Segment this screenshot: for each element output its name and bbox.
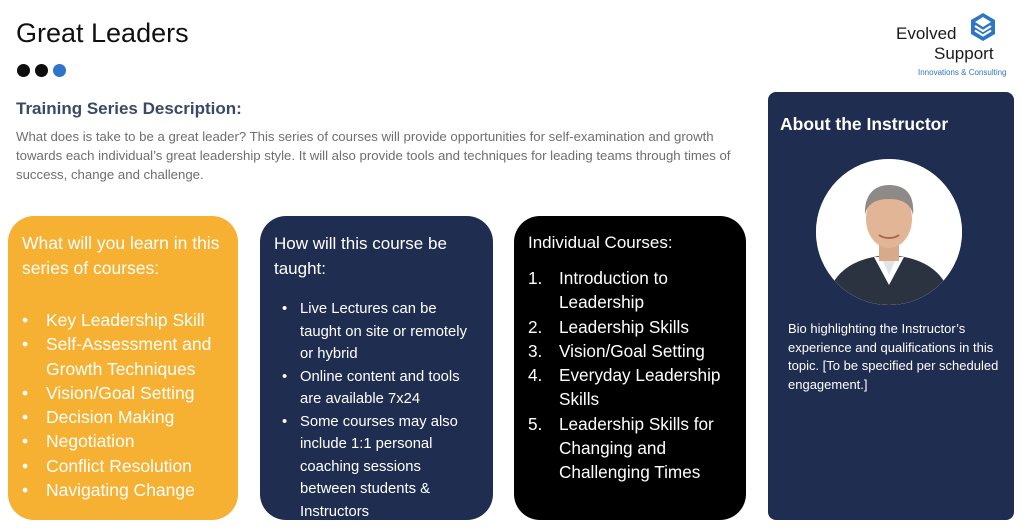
learn-card bbox=[8, 216, 238, 520]
course-number: 3. bbox=[528, 340, 543, 361]
course-number: 2. bbox=[528, 316, 543, 337]
course-label: Introduction to Leadership bbox=[559, 268, 668, 313]
logo-line1: Evolved bbox=[896, 24, 957, 43]
courses-card bbox=[514, 216, 746, 520]
learn-list bbox=[22, 308, 224, 502]
course-item bbox=[528, 363, 732, 412]
dot-3 bbox=[53, 64, 66, 77]
learn-card-heading: What will you learn in this series of courses: bbox=[22, 233, 220, 278]
learn-item: • Negotiation bbox=[22, 429, 224, 453]
courses-card-heading: Individual Courses: bbox=[528, 233, 673, 252]
layered-hexagon-icon bbox=[970, 12, 996, 42]
learn-item: • Vision/Goal Setting bbox=[22, 381, 224, 405]
course-item bbox=[528, 339, 732, 363]
instructor-heading: About the Instructor bbox=[780, 114, 949, 134]
dot-1 bbox=[17, 64, 30, 77]
instructor-panel bbox=[768, 92, 1014, 520]
page-title: Great Leaders bbox=[16, 18, 189, 48]
course-label: Leadership Skills bbox=[559, 316, 689, 337]
course-label: Vision/Goal Setting bbox=[559, 340, 705, 361]
learn-item: • Decision Making bbox=[22, 405, 224, 429]
course-number: 5. bbox=[528, 413, 543, 434]
course-number: 1. bbox=[528, 268, 543, 288]
learn-item: • Navigating Change bbox=[22, 478, 224, 502]
taught-item: • Some courses may also include 1:1 personal coaching sessions between students & Instructors bbox=[274, 411, 479, 524]
taught-card-heading: How will this course be taught: bbox=[274, 234, 447, 278]
learn-item: • Conflict Resolution bbox=[22, 454, 224, 478]
instructor-portrait-image bbox=[816, 159, 962, 305]
course-item bbox=[528, 315, 732, 339]
dot-2 bbox=[35, 64, 48, 77]
taught-item: • Live Lectures can be taught on site or remotely or hybrid bbox=[274, 298, 479, 366]
instructor-photo bbox=[816, 159, 962, 305]
course-label: Leadership Skills for Changing and Challenging Times bbox=[559, 413, 714, 483]
description-text: What does is take to be a great leader? This series of courses will provide opportunities for self-examination and growth towards each individual’s great leadership style. It will also provide tools and techniques for leading teams through times of success, change and challenge. bbox=[16, 129, 731, 182]
description-heading: Training Series Description: bbox=[16, 99, 242, 118]
course-label: Everyday Leadership Skills bbox=[559, 365, 721, 410]
course-item bbox=[528, 266, 732, 315]
company-logo bbox=[896, 10, 1016, 82]
learn-item: • Key Leadership Skill bbox=[22, 308, 224, 332]
learn-item: • Self-Assessment and Growth Techniques bbox=[22, 332, 224, 381]
course-number: 4. bbox=[528, 365, 543, 386]
logo-line2: Support bbox=[934, 44, 994, 63]
taught-item: • Online content and tools are available 7x24 bbox=[274, 366, 479, 411]
instructor-bio: Bio highlighting the Instructor’s experience and qualifications in this topic. [To be specified per scheduled engagement.] bbox=[788, 321, 999, 392]
taught-card bbox=[260, 216, 493, 520]
progress-dots bbox=[17, 64, 66, 77]
logo-tagline: Innovations & Consulting bbox=[918, 68, 1007, 77]
course-item bbox=[528, 412, 732, 485]
courses-list bbox=[528, 266, 732, 485]
taught-list bbox=[274, 298, 479, 523]
